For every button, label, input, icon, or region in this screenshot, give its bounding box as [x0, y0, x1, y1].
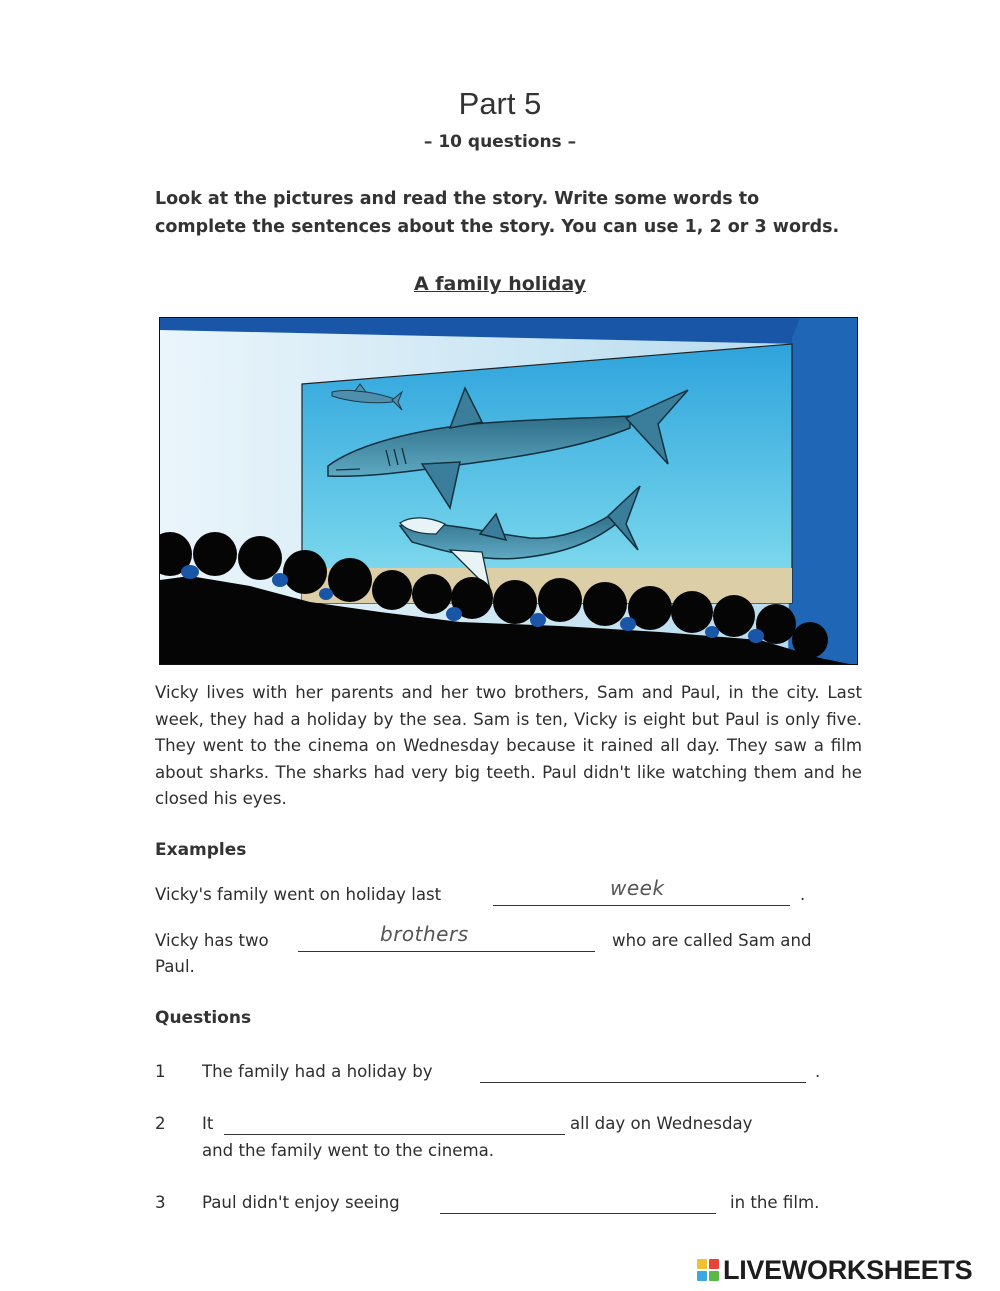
example-2-end: who are called Sam and: [612, 931, 812, 950]
example-1-answer: week: [610, 876, 665, 900]
question-2-answer-input[interactable]: [224, 1110, 565, 1135]
question-2-end: all day on Wednesday: [570, 1114, 753, 1133]
logo-grid-icon: [697, 1259, 719, 1281]
cinema-shark-illustration: [159, 317, 858, 665]
question-2-line2: and the family went to the cinema.: [202, 1141, 495, 1160]
questions-heading: Questions: [155, 1008, 252, 1028]
page-subtitle: – 10 questions –: [423, 132, 577, 152]
question-2-text: It: [202, 1114, 214, 1133]
question-2-number: 2: [155, 1114, 166, 1133]
example-2-answer: brothers: [380, 922, 469, 946]
example-1-end: .: [800, 885, 806, 904]
story-title: A family holiday: [413, 273, 587, 295]
question-3-text: Paul didn't enjoy seeing: [202, 1193, 400, 1212]
question-3-number: 3: [155, 1193, 166, 1212]
question-1-end: .: [815, 1062, 821, 1081]
logo-square-3: [697, 1271, 707, 1281]
logo-square-1: [697, 1259, 707, 1269]
question-1-number: 1: [155, 1062, 166, 1081]
examples-heading: Examples: [155, 840, 247, 860]
logo-square-2: [709, 1259, 719, 1269]
liveworksheets-logo[interactable]: [697, 1255, 972, 1285]
example-1-text: Vicky's family went on holiday last: [155, 885, 442, 904]
logo-text: LIVEWORKSHEETS: [723, 1254, 973, 1285]
logo-square-4: [709, 1271, 719, 1281]
instructions: Look at the pictures and read the story. Write some words to complete the sentences about the story. You can use 1, 2 or 3 words.: [155, 189, 840, 237]
story-text: Vicky lives with her parents and her two brothers, Sam and Paul, in the city. Last week, they had a holiday by the sea. Sam is ten, Vicky is eight but Paul is only five. They went to the cinema on Wednesday because it rained all day. They saw a film about sharks. The sharks had very big teeth. Paul didn't like watching them and he closed his eyes.: [155, 683, 862, 809]
question-3-end: in the film.: [730, 1193, 820, 1212]
example-2-blank: [298, 950, 595, 952]
question-3-answer-input[interactable]: [440, 1189, 716, 1214]
example-2-text: Vicky has two: [155, 931, 269, 950]
question-1-text: The family had a holiday by: [202, 1062, 433, 1081]
question-1-answer-input[interactable]: [480, 1058, 806, 1083]
example-2-line2: Paul.: [155, 957, 195, 976]
example-1-blank: [493, 904, 790, 906]
page-title: Part 5: [458, 86, 542, 121]
